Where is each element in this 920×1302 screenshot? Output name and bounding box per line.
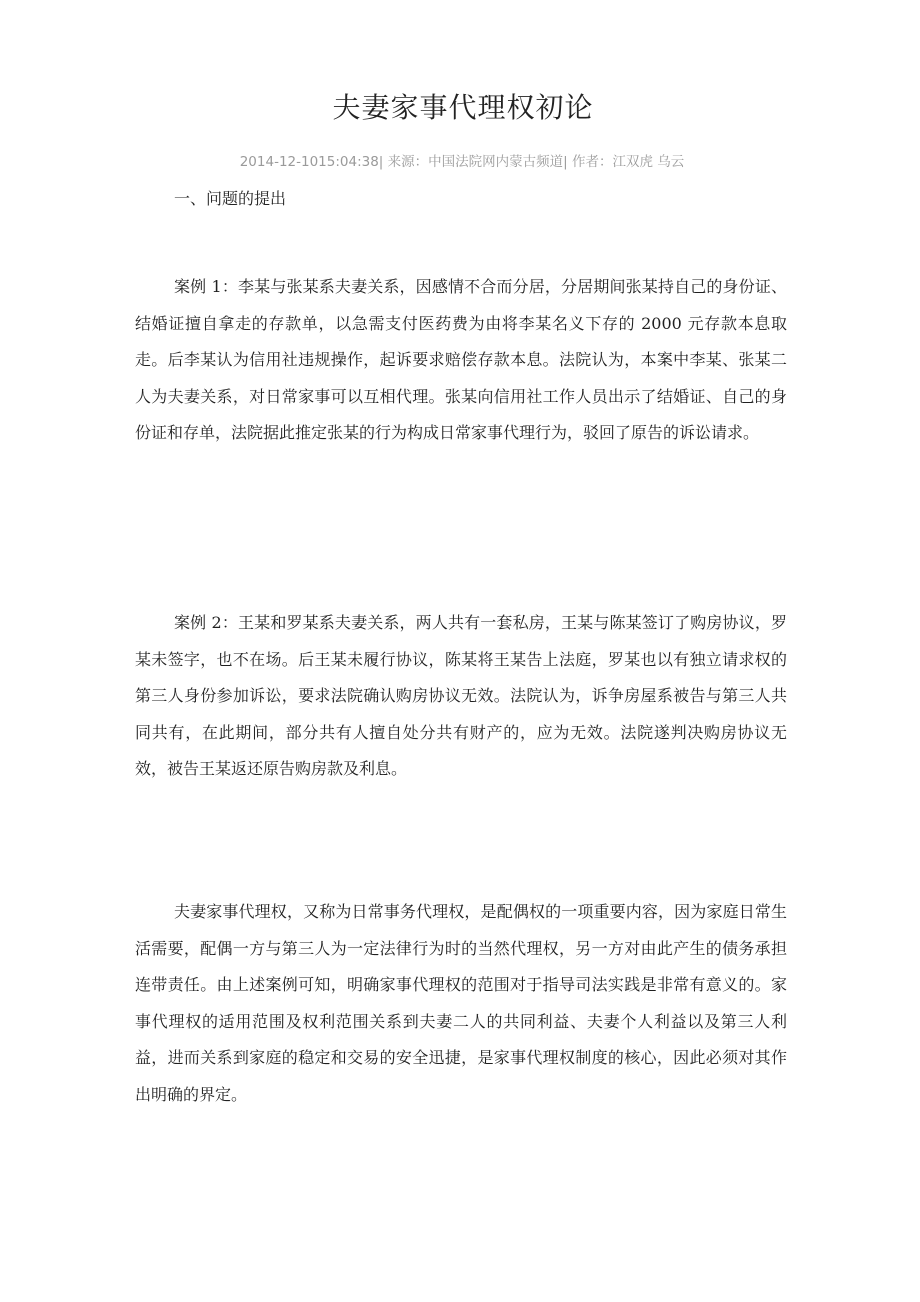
article-title: 夫妻家事代理权初论 [332, 91, 594, 124]
paragraph-definition: 夫妻家事代理权，又称为日常事务代理权，是配偶权的一项重要内容，因为家庭日常生活需要，配偶一方与第三人为一定法律行为时的当然代理权，另一方对由此产生的债务承担连带责任。由上述案例可知，明确家事代理权的范围对于指导司法实践是非常有意义的。家事代理权的适用范围及权利范围关系到夫妻二人的共同利益、夫妻个人利益以及第三人利益，进而关系到家庭的稳定和交易的安全迅捷，是家事代理权制度的核心，因此必须对其作出明确的界定。 [135, 902, 787, 1104]
section-heading: 一、问题的提出 [174, 189, 287, 208]
paragraph-case-1: 案例 1：李某与张某系夫妻关系，因感情不合而分居，分居期间张某持自己的身份证、结婚证擅自拿走的存款单，以急需支付医药费为由将李某名义下存的 2000 元存款本息取走。后李某认为信用社违规操作，起诉要求赔偿存款本息。法院认为，本案中李某、张某二人为夫妻关系，对日常家事可以互相代理。张某向信用社工作人员出示了结婚证、自己的身份证和存单，法院据此推定张某的行为构成日常家事代理行为，驳回了原告的诉讼请求。 [135, 277, 787, 443]
paragraph-case-2: 案例 2：王某和罗某系夫妻关系，两人共有一套私房，王某与陈某签订了购房协议，罗某未签字，也不在场。后王某未履行协议，陈某将王某告上法庭，罗某也以有独立请求权的第三人身份参加诉讼，要求法院确认购房协议无效。法院认为，诉争房屋系被告与第三人共同共有，在此期间，部分共有人擅自处分共有财产的，应为无效。法院遂判决购房协议无效，被告王某返还原告购房款及利息。 [135, 613, 787, 779]
article-meta: 2014-12-1015:04:38| 来源：中国法院网内蒙古频道| 作者：江双虎 乌云 [239, 154, 685, 170]
